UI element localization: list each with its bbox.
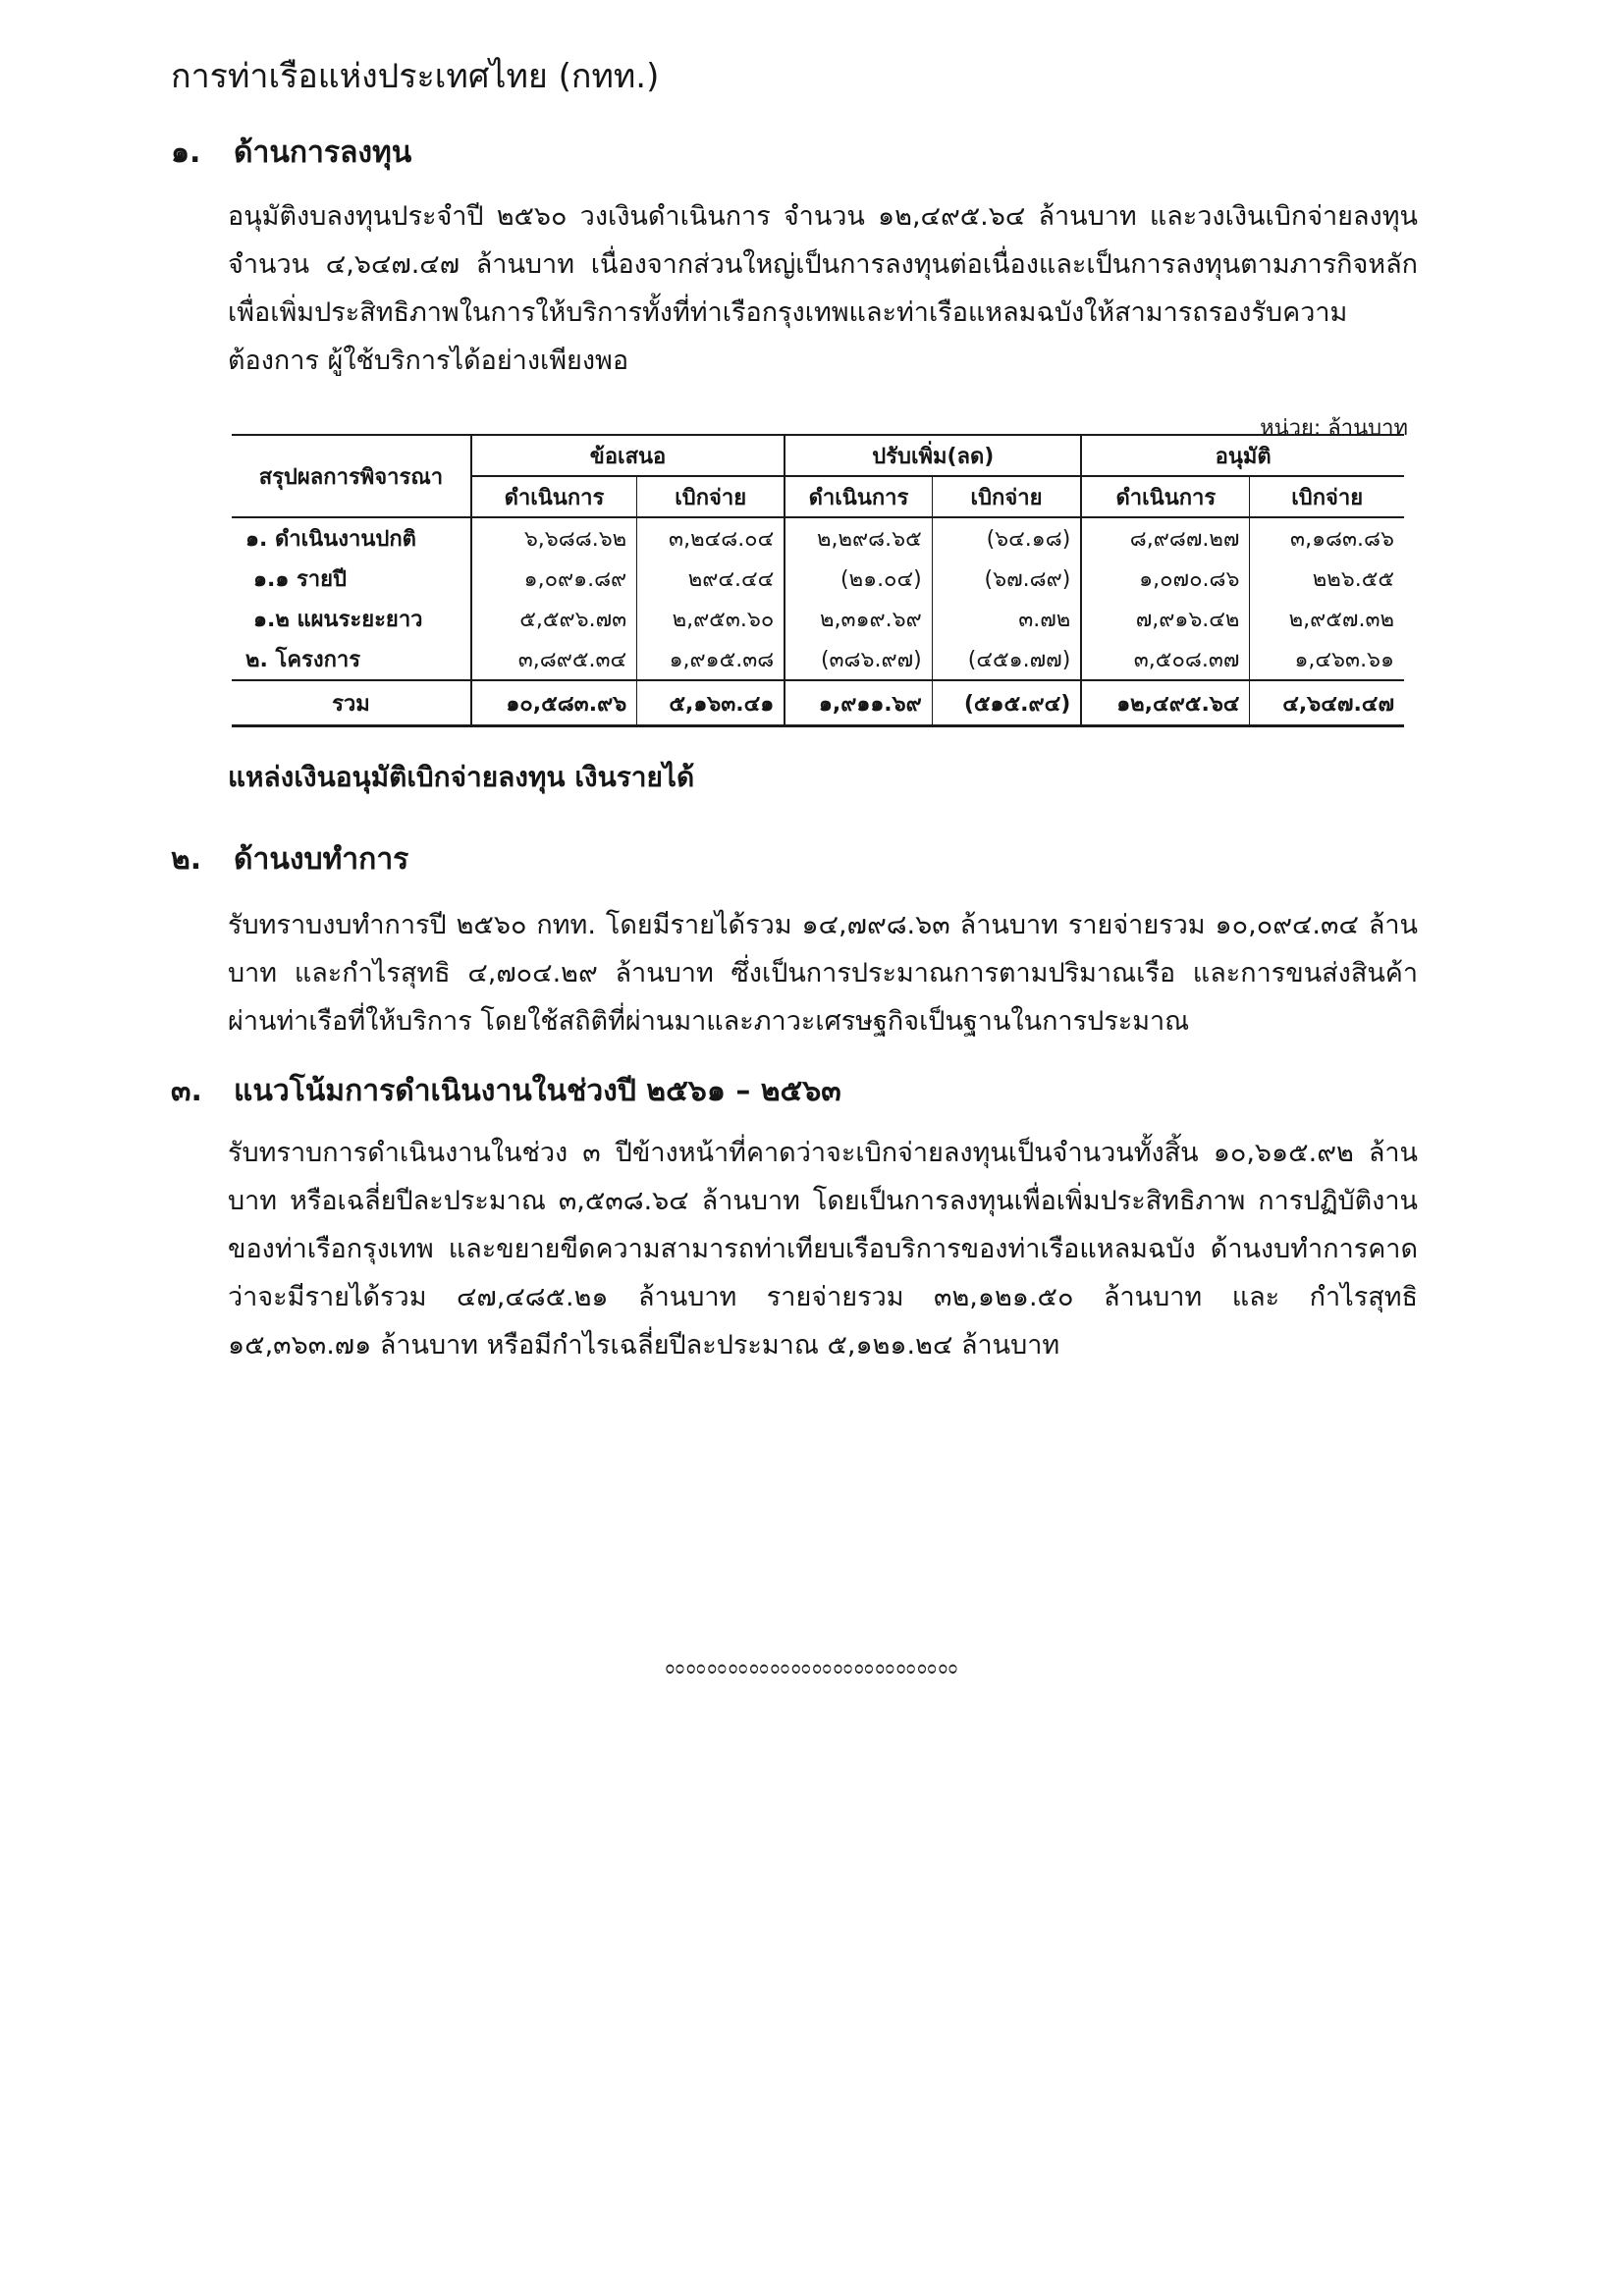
table-total-row <box>232 680 1404 726</box>
table-cell: ๒,๙๕๗.๓๒ <box>1250 599 1404 639</box>
table-cell: ๖,๖๘๘.๖๒ <box>471 517 637 559</box>
total-cell: (๕๑๕.๙๔) <box>932 680 1081 726</box>
total-cell: ๑,๙๑๑.๖๙ <box>785 680 932 726</box>
section-3-title: แนวโน้มการดำเนินงานในช่วงปี ๒๕๖๑ – ๒๕๖๓ <box>234 1074 841 1108</box>
table-cell: ๓.๗๒ <box>932 599 1081 639</box>
table-cell: ๒,๙๕๓.๖๐ <box>637 599 785 639</box>
table-header-row <box>232 435 1404 476</box>
table-row <box>232 559 1404 599</box>
table-cell: ๓,๘๙๕.๓๔ <box>471 639 637 680</box>
table-cell: ๓,๕๐๘.๓๗ <box>1081 639 1250 680</box>
table-row <box>232 639 1404 680</box>
table-cell: ๘,๙๘๗.๒๗ <box>1081 517 1250 559</box>
section-3-heading <box>171 1068 841 1114</box>
section-1-title: ด้านการลงทุน <box>234 135 412 170</box>
section-2-paragraph: รับทราบงบทำการปี ๒๕๖๐ กทท. โดยมีรายได้รวม ๑๔,๗๙๘.๖๓ ล้านบาท รายจ่ายรวม ๑๐,๐๙๔.๓๔ ล้านบาท และกำไรสุทธิ ๔,๗๐๔.๒๙ ล้านบาท ซึ่งเป็นการประมาณการตามปริมาณเรือ และการขนส่งสินค้าผ่านท่าเรือที่ให้บริการ โดยใช้สถิติที่ผ่านมาและภาวะเศรษฐกิจเป็นฐานในการประมาณ <box>228 910 1418 1037</box>
total-cell: ๑๒,๔๙๕.๖๔ <box>1081 680 1250 726</box>
table-cell: ๒๒๖.๕๕ <box>1250 559 1404 599</box>
table-cell: (๖๗.๘๙) <box>932 559 1081 599</box>
subheader-cell: ดำเนินการ <box>1081 476 1250 517</box>
group-header-adjustment: ปรับเพิ่ม(ลด) <box>785 435 1081 476</box>
group-header-proposal: ข้อเสนอ <box>471 435 785 476</box>
subheader-cell: เบิกจ่าย <box>932 476 1081 517</box>
table-cell: (๓๘๖.๙๗) <box>785 639 932 680</box>
table-cell: (๒๑.๐๔) <box>785 559 932 599</box>
section-2-title: ด้านงบทำการ <box>234 842 409 877</box>
table-cell: ๒๙๔.๔๔ <box>637 559 785 599</box>
table-cell: ๗,๙๑๖.๔๒ <box>1081 599 1250 639</box>
subheader-cell: ดำเนินการ <box>785 476 932 517</box>
total-cell: ๑๐,๕๘๓.๙๖ <box>471 680 637 726</box>
subheader-cell: เบิกจ่าย <box>1250 476 1404 517</box>
table-cell: ๕,๕๙๖.๗๓ <box>471 599 637 639</box>
funding-source: แหล่งเงินอนุมัติเบิกจ่ายลงทุน เงินรายได้ <box>228 761 695 793</box>
page-title: การท่าเรือแห่งประเทศไทย (กทท.) <box>171 57 660 96</box>
table-row <box>232 517 1404 559</box>
group-header-approved: อนุมัติ <box>1081 435 1404 476</box>
total-label: รวม <box>232 680 471 726</box>
row-label: ๑. ดำเนินงานปกติ <box>245 527 416 552</box>
table-cell: ๑,๙๑๕.๓๘ <box>637 639 785 680</box>
section-3-paragraph: รับทราบการดำเนินงานในช่วง ๓ ปีข้างหน้าที่คาดว่าจะเบิกจ่ายลงทุนเป็นจำนวนทั้งสิ้น ๑๐,๖๑๕.๙๒ ล้านบาท หรือเฉลี่ยปีละประมาณ ๓,๕๓๘.๖๔ ล้านบาท โดยเป็นการลงทุนเพื่อเพิ่มประสิทธิภาพ การปฏิบัติงานของท่าเรือกรุงเทพ และขยายขีดความสามารถท่าเทียบเรือบริการของท่าเรือแหลมฉบัง ด้านงบทำการคาดว่าจะมีรายได้รวม ๔๗,๔๘๕.๒๑ ล้านบาท รายจ่ายรวม ๓๒,๑๒๑.๕๐ ล้านบาท และ กำไรสุทธิ ๑๕,๓๖๓.๗๑ ล้านบาท หรือมีกำไรเฉลี่ยปีละประมาณ ๕,๑๒๑.๒๔ ล้านบาท <box>228 1138 1418 1361</box>
table-cell: ๓,๒๔๘.๐๔ <box>637 517 785 559</box>
table-cell: ๑,๐๙๑.๘๙ <box>471 559 637 599</box>
row-label: ๑.๑ รายปี <box>253 567 347 592</box>
table-cell: ๒,๓๑๙.๖๙ <box>785 599 932 639</box>
row-header-cell: สรุปผลการพิจารณา <box>232 435 471 517</box>
subheader-cell: เบิกจ่าย <box>637 476 785 517</box>
section-1-heading <box>171 130 411 176</box>
section-3-number: ๓. <box>171 1074 202 1108</box>
table-cell: ๑,๐๗๐.๘๖ <box>1081 559 1250 599</box>
table-cell: ๒,๒๙๘.๖๕ <box>785 517 932 559</box>
table-cell: (๖๔.๑๘) <box>932 517 1081 559</box>
table-cell: (๔๕๑.๗๗) <box>932 639 1081 680</box>
unit-note: หน่วย: ล้านบาท <box>1260 416 1408 441</box>
end-ornament: ೲೲೲೲೲೲೲೲೲೲೲೲೲೲ <box>665 1651 959 1681</box>
table-row <box>232 599 1404 639</box>
row-label: ๑.๒ แผนระยะยาว <box>253 608 423 632</box>
table-cell: ๓,๑๘๓.๘๖ <box>1250 517 1404 559</box>
table-cell: ๑,๔๖๓.๖๑ <box>1250 639 1404 680</box>
section-1-paragraph: อนุมัติงบลงทุนประจำปี ๒๕๖๐ วงเงินดำเนินการ จำนวน ๑๒,๔๙๕.๖๔ ล้านบาท และวงเงินเบิกจ่ายลงทุน จำนวน ๔,๖๔๗.๔๗ ล้านบาท เนื่องจากส่วนใหญ่เป็นการลงทุนต่อเนื่องและเป็นการลงทุนตามภารกิจหลัก เพื่อเพิ่มประสิทธิภาพในการให้บริการทั้งที่ท่าเรือกรุงเทพและท่าเรือแหลมฉบังให้สามารถรองรับความต้องการ ผู้ใช้บริการได้อย่างเพียงพอ <box>228 201 1418 376</box>
section-2-number: ๒. <box>171 842 202 877</box>
investment-table <box>232 434 1404 727</box>
section-2-heading <box>171 836 408 882</box>
subheader-cell: ดำเนินการ <box>471 476 637 517</box>
section-1-number: ๑. <box>171 135 201 170</box>
total-cell: ๔,๖๔๗.๔๗ <box>1250 680 1404 726</box>
total-cell: ๕,๑๖๓.๔๑ <box>637 680 785 726</box>
row-label: ๒. โครงการ <box>245 648 361 672</box>
